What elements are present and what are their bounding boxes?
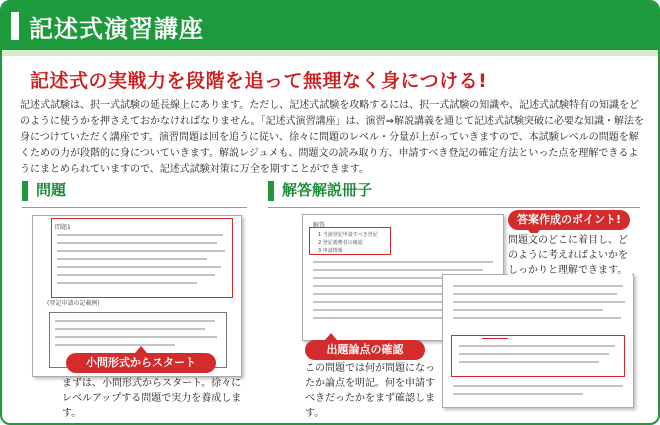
text-line <box>55 336 217 338</box>
text-line <box>55 344 175 346</box>
text-line <box>57 282 197 284</box>
section-heading-answer-booklet <box>268 177 640 208</box>
heading-accent <box>268 181 274 201</box>
section-heading-problem <box>22 177 247 208</box>
intro-text: 記述式試験は、択一式試験の延長線上にあります。ただし、記述式試験を攻略するには、択一式試験の知識や、記述式試験特有の知識をどのように使うかを押さえておかなければなりません。「記述式演習講座」は、演習⇒解説講義を通じて記述式試験突破に必要な知識・解法を身につけていただく講座です。演習問題は回を追うに従い、徐々に問題のレベル・分量が上がっていきますので、本試験レベルの問題を解くための力が段階的に身についていきます。解説レジュメも、問題文の読み取り方、申請すべき登記の確定方法といった点を理解できるようにまとめられていますので、記述式試験対策に万全を期すことができます。 <box>20 100 644 175</box>
sample-title: 問題1 <box>55 224 71 231</box>
label-issue-check: 出題論点の確認 <box>305 340 425 360</box>
point-box <box>451 335 625 377</box>
section-title: 解答解説冊子 <box>282 181 373 199</box>
note-answer-tips: 問題文のどこに着目し、どのように考えればよいかをしっかりと理解できます。 <box>508 233 632 278</box>
text-line <box>55 328 205 330</box>
text-line <box>453 293 617 295</box>
heading-accent <box>22 181 28 201</box>
highlight-box <box>309 227 391 255</box>
header-shade <box>2 50 658 56</box>
text-line <box>313 269 483 271</box>
section-title: 問題 <box>36 181 67 199</box>
headline: 記述式の実戦力を段階を追って無理なく身につける! <box>30 70 488 92</box>
sample-subtitle: (登記申請の記載例) <box>47 300 100 307</box>
sample-item: 1 当該登記申請すべき登記 <box>318 232 378 238</box>
sample-item: 2 登記義務者の確認 <box>318 240 363 246</box>
page-title: 記述式演習講座 <box>29 15 204 43</box>
text-line <box>57 258 207 260</box>
text-line <box>57 234 223 236</box>
text-line <box>453 385 623 387</box>
sample-item: 3 申請情報 <box>318 248 343 254</box>
connector-line <box>482 338 508 339</box>
text-line <box>453 301 625 303</box>
text-line <box>459 361 599 363</box>
text-line <box>453 309 603 311</box>
text-line <box>313 301 463 303</box>
text-line <box>453 285 623 287</box>
header-accent <box>11 12 19 40</box>
text-line <box>313 261 493 263</box>
note-issue-check: この問題では何が問題になったか論点を明記。何を申請すべきだったかをまず確認します。 <box>305 363 435 419</box>
text-line <box>57 274 215 276</box>
label-small-questions: 小問形式からスタート <box>66 353 216 373</box>
sample-head: 解答 <box>313 222 326 229</box>
text-line <box>57 250 225 252</box>
text-line <box>459 345 615 347</box>
note-small-questions: まずは、小問形式からスタート。徐々にレベルアップする問題で実力を養成します。 <box>62 378 242 419</box>
text-line <box>459 353 609 355</box>
text-line <box>453 317 621 319</box>
header-bar <box>2 2 658 50</box>
text-line <box>453 393 583 395</box>
text-line <box>57 242 217 244</box>
label-answer-tips: 答案作成のポイント! <box>508 210 630 230</box>
answer-detail-page <box>442 274 634 408</box>
text-line <box>57 266 221 268</box>
text-line <box>55 320 215 322</box>
